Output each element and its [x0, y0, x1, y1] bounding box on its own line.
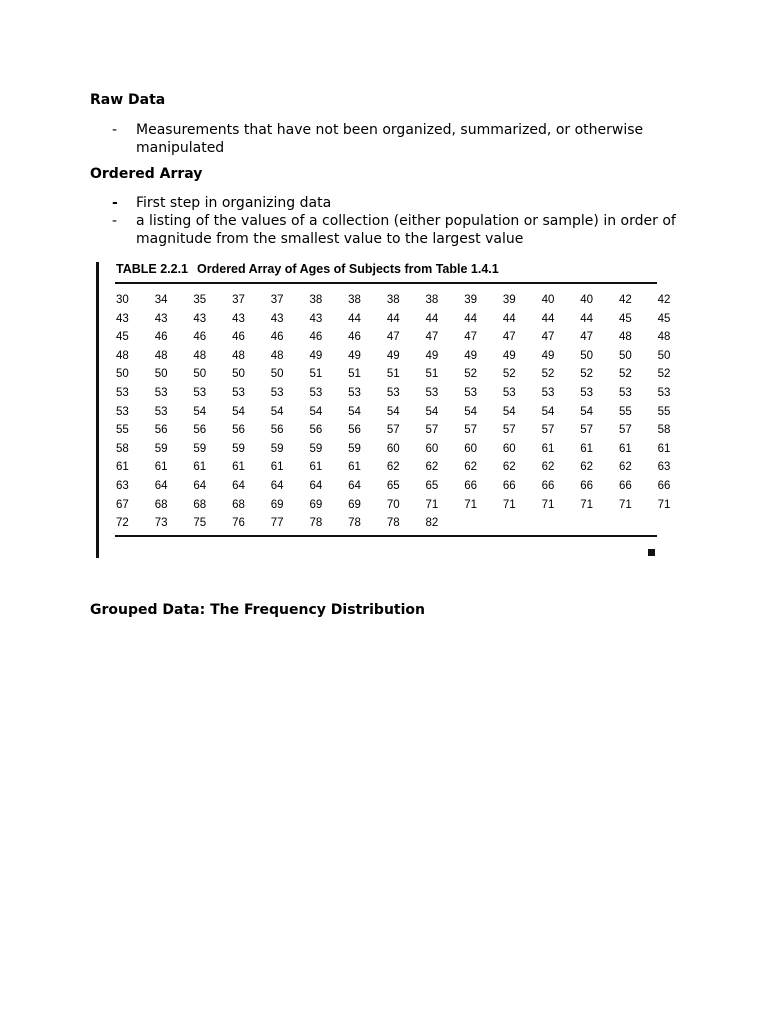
table-cell: 45 — [116, 331, 129, 344]
table-cell: 61 — [270, 461, 284, 474]
table-cell: 42 — [618, 294, 632, 306]
table-cell: 57 — [425, 424, 439, 437]
table-cell: 62 — [425, 461, 439, 474]
bullet-text: Measurements that have not been organized, summarized, or otherwise manipulated — [136, 122, 644, 156]
table-cell: 44 — [348, 312, 361, 325]
table-cell: 59 — [154, 442, 168, 455]
table-cell: 56 — [348, 424, 361, 437]
list-item — [112, 194, 702, 212]
table-row — [115, 328, 671, 347]
table-cell: 71 — [657, 498, 671, 511]
table-cell: 55 — [618, 405, 632, 418]
grouped-data-heading: Grouped Data: The Frequency Distribution — [90, 602, 425, 618]
table-cell: 59 — [270, 442, 284, 455]
table-cell: 51 — [348, 368, 361, 381]
table-cell: 54 — [425, 405, 439, 418]
table-cell: 44 — [464, 312, 477, 325]
table-cell: 49 — [464, 349, 477, 362]
table-cell: 59 — [348, 442, 361, 455]
table-cell: 47 — [502, 331, 516, 344]
table-cell: 64 — [154, 479, 168, 492]
table-cell: 56 — [309, 424, 323, 437]
end-of-table-square — [648, 549, 655, 556]
table-cell: 53 — [425, 386, 439, 399]
table-cell: 52 — [657, 368, 671, 381]
table-cell: 61 — [232, 461, 245, 474]
table-cell: 61 — [154, 461, 168, 474]
table-cell: 57 — [502, 424, 516, 437]
table-side-bar — [96, 262, 99, 558]
table-cell: 59 — [193, 442, 207, 455]
bullet-text: a listing of the values of a collection (either population or sample) in order of magnitude from the smallest value to the largest value — [136, 213, 676, 247]
table-cell: 53 — [116, 405, 129, 418]
table-cell: 66 — [657, 479, 671, 492]
table-cell: 53 — [464, 386, 477, 399]
table-cell: 69 — [309, 498, 323, 511]
raw-data-list — [112, 121, 702, 157]
table-cell: 66 — [580, 479, 594, 492]
table-cell: 60 — [464, 442, 477, 455]
table-cell: 46 — [309, 331, 323, 344]
table-cell: 44 — [580, 312, 594, 325]
table-cell: 47 — [386, 331, 400, 344]
table-cell: 43 — [270, 312, 284, 325]
table-cell: 46 — [193, 331, 207, 344]
table-cell: 40 — [541, 294, 555, 306]
table-cell: 71 — [541, 498, 555, 511]
table-cell: 61 — [657, 442, 671, 455]
table-cell: 52 — [580, 368, 594, 381]
bullet-dash: - — [112, 122, 118, 138]
table-label: TABLE 2.2.1 — [116, 262, 189, 276]
table-cell: 54 — [580, 405, 594, 418]
table-cell: 64 — [270, 479, 284, 492]
table-cell: 50 — [154, 368, 168, 381]
bullet-dash: - — [112, 213, 118, 229]
table-cell: 49 — [502, 349, 516, 362]
table-cell: 68 — [154, 498, 168, 511]
table-cell: 60 — [386, 442, 400, 455]
table-caption: Ordered Array of Ages of Subjects from Table 1.4.1 — [197, 262, 499, 276]
table-cell: 54 — [193, 405, 207, 418]
table-cell: 72 — [116, 517, 129, 530]
table-cell: 62 — [502, 461, 516, 474]
table-cell: 61 — [193, 461, 207, 474]
table-cell: 45 — [657, 312, 671, 325]
table-cell: 61 — [348, 461, 361, 474]
table-cell: 68 — [232, 498, 245, 511]
table-cell: 37 — [270, 294, 284, 306]
table-cell: 66 — [464, 479, 477, 492]
table-cell: 43 — [193, 312, 207, 325]
table-cell: 57 — [580, 424, 594, 437]
table-cell: 50 — [116, 368, 129, 381]
table-cell: 49 — [348, 349, 361, 362]
table-cell: 43 — [309, 312, 323, 325]
table-cell: 51 — [386, 368, 400, 381]
bullet-dash: - — [112, 195, 118, 211]
table-cell: 71 — [425, 498, 439, 511]
table-cell: 48 — [618, 331, 632, 344]
table-cell: 48 — [193, 349, 207, 362]
table-cell: 64 — [348, 479, 361, 492]
table-cell: 63 — [116, 479, 129, 492]
table-cell: 70 — [386, 498, 400, 511]
table-cell: 44 — [425, 312, 439, 325]
table-cell: 76 — [232, 517, 245, 530]
table-cell: 64 — [193, 479, 207, 492]
table-cell: 56 — [232, 424, 245, 437]
table-cell: 39 — [464, 294, 477, 306]
raw-data-heading: Raw Data — [90, 92, 166, 108]
table-cell: 54 — [464, 405, 477, 418]
table-cell: 69 — [348, 498, 361, 511]
ordered-array-list — [112, 194, 702, 248]
table-cell: 61 — [580, 442, 594, 455]
table-cell: 47 — [541, 331, 555, 344]
table-cell: 49 — [425, 349, 439, 362]
table-cell: 62 — [618, 461, 632, 474]
table-cell: 54 — [502, 405, 516, 418]
table-cell: 53 — [580, 386, 594, 399]
table-cell: 52 — [464, 368, 477, 381]
table-cell: 77 — [270, 517, 284, 530]
table-cell: 43 — [116, 312, 129, 325]
table-cell: 50 — [657, 349, 671, 362]
table-cell: 38 — [386, 294, 400, 306]
ordered-array-heading: Ordered Array — [90, 166, 203, 182]
table-row — [115, 421, 671, 440]
table-cell: 50 — [193, 368, 207, 381]
table-cell: 66 — [618, 479, 632, 492]
table-cell: 37 — [232, 294, 245, 306]
table-cell: 71 — [464, 498, 477, 511]
table-cell: 54 — [348, 405, 361, 418]
table-cell: 38 — [309, 294, 323, 306]
table-cell: 50 — [232, 368, 245, 381]
table-cell: 51 — [309, 368, 323, 381]
table-cell: 46 — [348, 331, 361, 344]
table-cell: 43 — [154, 312, 168, 325]
table-row — [115, 403, 671, 422]
table-row — [115, 477, 671, 496]
table-bottom-rule — [115, 535, 657, 537]
table-cell: 57 — [386, 424, 400, 437]
table-cell: 47 — [425, 331, 439, 344]
table-cell: 52 — [541, 368, 555, 381]
table-cell: 49 — [541, 349, 555, 362]
table-title — [116, 262, 499, 276]
table-cell: 47 — [580, 331, 594, 344]
table-cell: 48 — [232, 349, 245, 362]
table-cell: 78 — [386, 517, 400, 530]
table-cell: 53 — [618, 386, 632, 399]
table-cell: 50 — [580, 349, 594, 362]
table-cell: 35 — [193, 294, 207, 306]
table-cell: 59 — [232, 442, 245, 455]
table-cell: 61 — [309, 461, 323, 474]
table-cell: 48 — [657, 331, 671, 344]
table-cell: 50 — [618, 349, 632, 362]
table-cell: 54 — [309, 405, 323, 418]
table-cell: 82 — [425, 517, 439, 530]
table-cell: 54 — [270, 405, 284, 418]
table-cell: 48 — [116, 349, 129, 362]
table-cell: 40 — [580, 294, 594, 306]
table-cell: 48 — [154, 349, 168, 362]
table-cell: 53 — [116, 386, 129, 399]
table-cell: 45 — [618, 312, 632, 325]
table-cell: 64 — [232, 479, 245, 492]
table-cell: 54 — [232, 405, 245, 418]
table-cell: 53 — [309, 386, 323, 399]
table-cell: 53 — [657, 386, 671, 399]
table-row — [115, 458, 671, 477]
table-cell: 30 — [116, 294, 129, 306]
table-cell: 58 — [116, 442, 129, 455]
table-top-rule — [115, 282, 657, 284]
table-cell: 62 — [541, 461, 555, 474]
table-cell: 78 — [309, 517, 323, 530]
table-cell: 54 — [386, 405, 400, 418]
list-item — [112, 121, 702, 157]
table-cell: 44 — [386, 312, 400, 325]
table-cell: 43 — [232, 312, 245, 325]
table-cell: 53 — [154, 386, 168, 399]
table-cell: 50 — [270, 368, 284, 381]
table-row — [115, 440, 671, 459]
table-row — [115, 347, 671, 366]
table-cell: 55 — [116, 424, 129, 437]
table-row — [115, 291, 671, 310]
table-row — [115, 310, 671, 329]
table-cell: 65 — [386, 479, 400, 492]
table-cell: 71 — [618, 498, 632, 511]
table-cell: 61 — [541, 442, 555, 455]
table-row — [115, 514, 661, 533]
table-cell: 62 — [386, 461, 400, 474]
table-cell: 66 — [541, 479, 555, 492]
table-cell: 52 — [502, 368, 516, 381]
table-cell: 44 — [502, 312, 516, 325]
table-cell: 71 — [502, 498, 516, 511]
table-cell: 71 — [580, 498, 594, 511]
table-cell: 51 — [425, 368, 439, 381]
table-cell: 54 — [541, 405, 555, 418]
table-cell: 48 — [270, 349, 284, 362]
table-cell: 57 — [541, 424, 555, 437]
table-cell: 78 — [348, 517, 361, 530]
table-cell: 46 — [270, 331, 284, 344]
table-row — [115, 384, 671, 403]
table-cell: 60 — [425, 442, 439, 455]
table-cell: 57 — [618, 424, 632, 437]
table-cell: 65 — [425, 479, 439, 492]
table-cell: 56 — [193, 424, 207, 437]
ages-grid — [115, 291, 671, 533]
table-cell: 42 — [657, 294, 671, 306]
table-cell: 55 — [657, 405, 671, 418]
table-cell: 63 — [657, 461, 671, 474]
table-cell: 64 — [309, 479, 323, 492]
table-cell: 66 — [502, 479, 516, 492]
table-cell: 68 — [193, 498, 207, 511]
table-cell: 38 — [425, 294, 439, 306]
ordered-array-table-figure — [96, 262, 671, 560]
table-cell: 46 — [154, 331, 168, 344]
table-cell: 59 — [309, 442, 323, 455]
table-cell: 53 — [193, 386, 207, 399]
table-cell: 56 — [154, 424, 168, 437]
table-cell: 53 — [502, 386, 516, 399]
table-cell: 53 — [270, 386, 284, 399]
table-cell: 47 — [464, 331, 477, 344]
bullet-text: First step in organizing data — [136, 195, 332, 211]
list-item — [112, 212, 702, 248]
table-cell: 39 — [502, 294, 516, 306]
table-cell: 69 — [270, 498, 284, 511]
table-cell: 38 — [348, 294, 361, 306]
table-cell: 53 — [232, 386, 245, 399]
table-cell: 58 — [657, 424, 671, 437]
table-cell: 60 — [502, 442, 516, 455]
table-cell: 53 — [348, 386, 361, 399]
table-cell: 53 — [154, 405, 168, 418]
table-cell: 67 — [116, 498, 129, 511]
table-cell: 46 — [232, 331, 245, 344]
table-cell: 53 — [386, 386, 400, 399]
table-cell: 61 — [116, 461, 129, 474]
table-cell: 57 — [464, 424, 477, 437]
table-cell: 62 — [464, 461, 477, 474]
table-cell: 61 — [618, 442, 632, 455]
table-cell: 49 — [309, 349, 323, 362]
table-cell: 75 — [193, 517, 207, 530]
table-cell: 44 — [541, 312, 555, 325]
table-cell: 52 — [618, 368, 632, 381]
table-cell: 73 — [154, 517, 168, 530]
table-row — [115, 496, 671, 515]
table-cell: 49 — [386, 349, 400, 362]
table-row — [115, 365, 671, 384]
table-cell: 56 — [270, 424, 284, 437]
table-cell: 34 — [154, 294, 168, 306]
table-cell: 62 — [580, 461, 594, 474]
table-cell: 53 — [541, 386, 555, 399]
